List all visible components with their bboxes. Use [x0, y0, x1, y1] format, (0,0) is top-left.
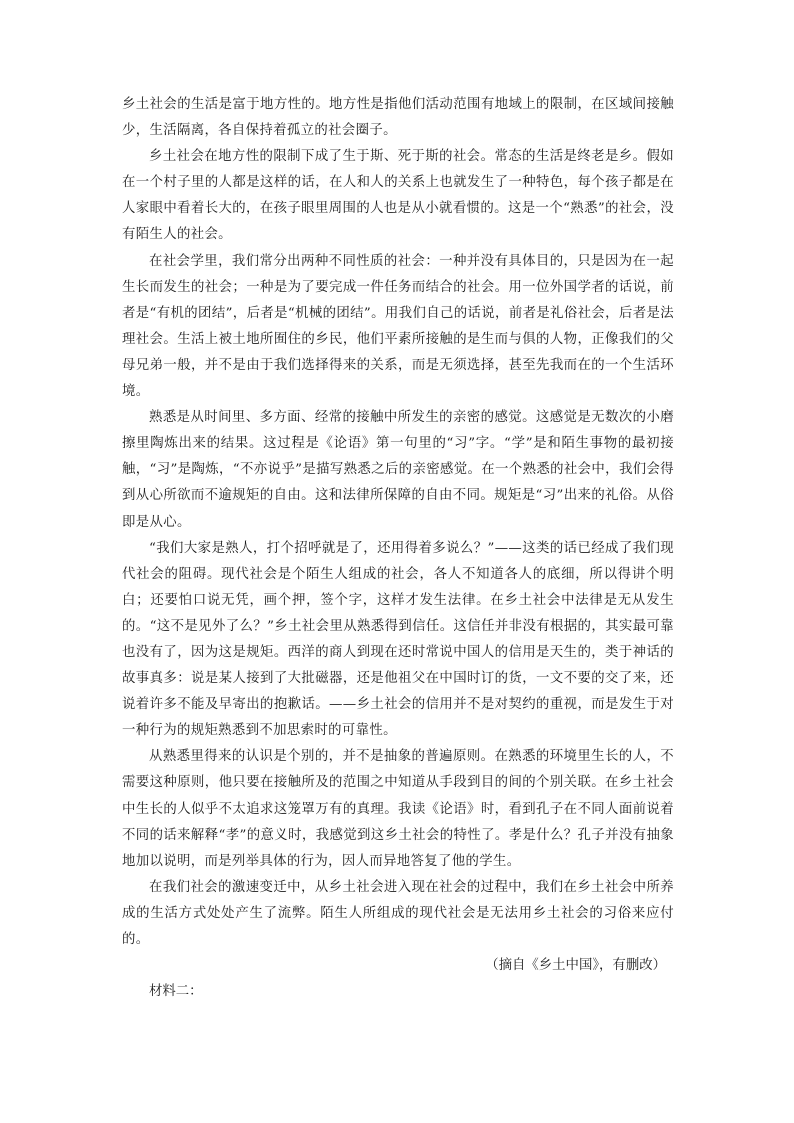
document-body	[122, 92, 674, 1005]
paragraph-2: 乡土社会在地方性的限制下成了生于斯、死于斯的社会。常态的生活是终老是乡。假如在一个村子里的人都是这样的话，在人和人的关系上也就发生了一种特色，每个孩子都是在人家眼中看着长大的，在孩子眼里周围的人也是从小就看惯的。这是一个“熟悉”的社会，没有陌生人的社会。	[122, 149, 674, 243]
source-citation: （摘自《乡土中国》，有删改）	[485, 958, 666, 974]
paragraph-6: 从熟悉里得来的认识是个别的，并不是抽象的普遍原则。在熟悉的环境里生长的人，不需要这种原则，他只要在接触所及的范围之中知道从手段到目的间的个别关联。在乡土社会中生长的人似乎不太追求这笼罩万有的真理。我读《论语》时，看到孔子在不同人面前说着不同的话来解释“孝”的意义时，我感觉到这乡土社会的特性了。孝是什么？孔子并没有抽象地加以说明，而是列举具体的行为，因人而异地答复了他的学生。	[122, 749, 674, 869]
material-two-label: 材料二：	[149, 984, 203, 1000]
paragraph-3: 在社会学里，我们常分出两种不同性质的社会：一种并没有具体目的，只是因为在一起生长而发生的社会；一种是为了要完成一件任务而结合的社会。用一位外国学者的话说，前者是“有机的团结”，后者是“机械的团结”。用我们自己的话说，前者是礼俗社会，后者是法理社会。生活上被土地所囿住的乡民，他们平素所接触的是生而与俱的人物，正像我们的父母兄弟一般，并不是由于我们选择得来的关系，而是无须选择，甚至先我而在的一个生活环境。	[122, 253, 674, 400]
paragraph-1: 乡土社会的生活是富于地方性的。地方性是指他们活动范围有地域上的限制，在区域间接触少，生活隔离，各自保持着孤立的社会圈子。	[122, 97, 674, 139]
paragraph-5: “我们大家是熟人，打个招呼就是了，还用得着多说么？”——这类的话已经成了我们现代社会的阻碍。现代社会是个陌生人组成的社会，各人不知道各人的底细，所以得讲个明白；还要怕口说无凭，画个押，签个字，这样才发生法律。在乡土社会中法律是无从发生的。“这不是见外了么？”乡土社会里从熟悉得到信任。这信任并非没有根据的，其实最可靠也没有了，因为这是规矩。西洋的商人到现在还时常说中国人的信用是天生的，类于神话的故事真多：说是某人接到了大批磁器，还是他祖父在中国时订的货，一文不要的交了来，还说着许多不能及早寄出的抱歉话。——乡土社会的信用并不是对契约的重视，而是发生于对一种行为的规矩熟悉到不加思索时的可靠性。	[122, 540, 674, 739]
paragraph-7: 在我们社会的激速变迁中，从乡土社会进入现在社会的过程中，我们在乡土社会中所养成的生活方式处处产生了流弊。陌生人所组成的现代社会是无法用乡土社会的习俗来应付的。	[122, 879, 674, 947]
paragraph-4: 熟悉是从时间里、多方面、经常的接触中所发生的亲密的感觉。这感觉是无数次的小磨擦里陶炼出来的结果。这过程是《论语》第一句里的“习”字。“学”是和陌生事物的最初接触，“习”是陶炼，“不亦说乎”是描写熟悉之后的亲密感觉。在一个熟悉的社会中，我们会得到从心所欲而不逾规矩的自由。这和法律所保障的自由不同。规矩是“习”出来的礼俗。从俗即是从心。	[122, 410, 674, 530]
